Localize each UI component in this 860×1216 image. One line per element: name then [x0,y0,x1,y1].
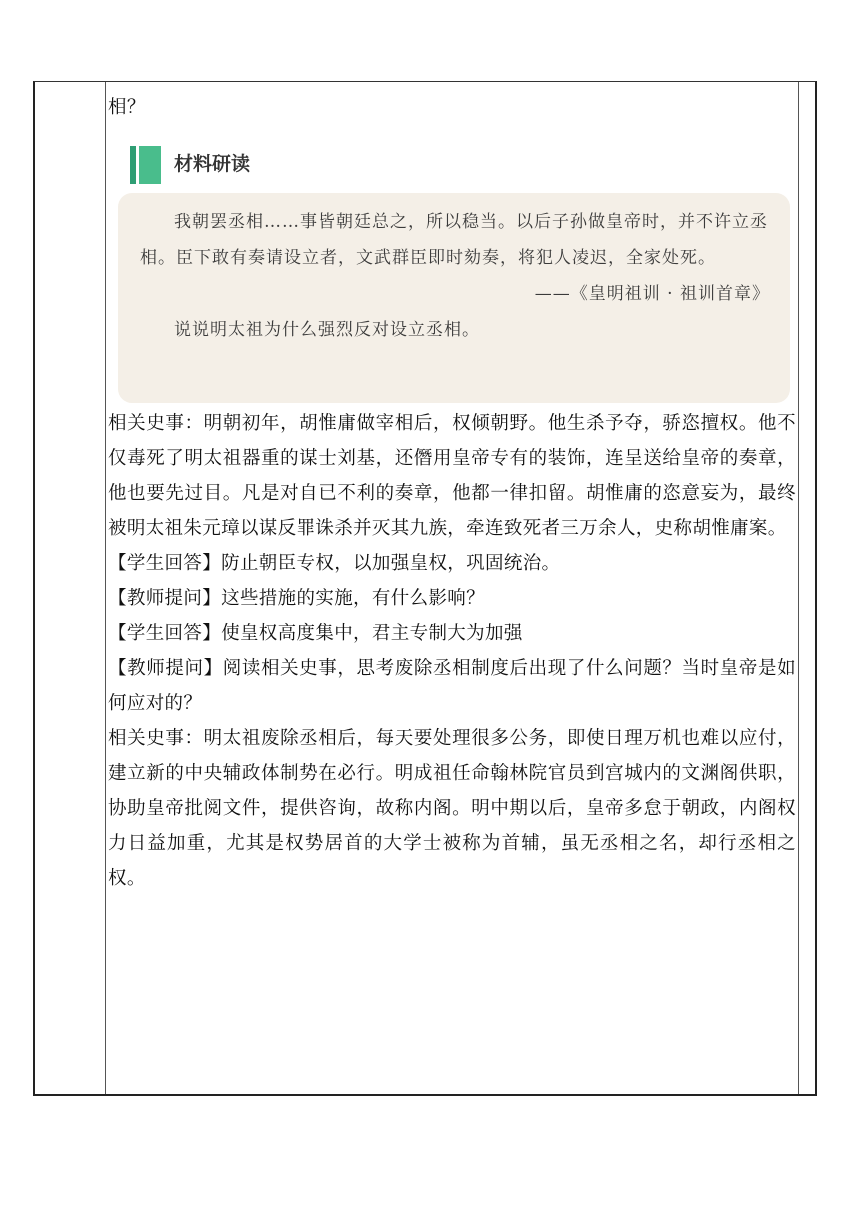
material-quote: 我朝罢丞相……事皆朝廷总之，所以稳当。以后子孙做皇帝时，并不许立丞相。臣下敢有奏请设立者，文武群臣即时劾奏，将犯人凌迟，全家处死。 [140,212,768,268]
material-marker-light [139,146,161,184]
material-source: ——《皇明祖训 · 祖训首章》 [534,284,770,304]
paragraph-student-answer-1: 【学生回答】防止朝臣专权，以加强皇权，巩固统治。 [108,553,561,574]
material-title: 材料研读 [174,153,251,175]
paragraph-historical-context-2: 相关史事：明太祖废除丞相后，每天要处理很多公务，即使日理万机也难以应付，建立新的中央辅政体制势在必行。明成祖任命翰林院官员到宫城内的文渊阁供职，协助皇帝批阅文件，提供咨询，故称内阁。明中期以后，皇帝多怠于朝政，内阁权力日益加重，尤其是权势居首的大学士被称为首辅，虽无丞相之名，却行丞相之权。 [108,728,796,889]
intro-tail-text: 相？ [108,97,146,118]
content-cell [108,90,796,896]
material-box [118,193,790,403]
left-column-divider [105,82,106,1094]
paragraph-teacher-question-2: 【教师提问】阅读相关史事，思考废除丞相制度后出现了什么问题？当时皇帝是如何应对的？ [108,658,796,714]
lesson-table [33,81,817,1096]
material-marker-dark [130,146,136,184]
material-reading-figure [108,127,796,404]
material-question: 说说明太祖为什么强烈反对设立丞相。 [174,320,480,340]
right-column-divider [798,82,799,1094]
paragraph-student-answer-2: 【学生回答】使皇权高度集中，君主专制大为加强 [108,623,523,644]
paragraph-teacher-question-1: 【教师提问】这些措施的实施，有什么影响？ [108,588,486,609]
paragraph-historical-context-1: 相关史事：明朝初年，胡惟庸做宰相后，权倾朝野。他生杀予夺，骄恣擅权。他不仅毒死了明太祖器重的谋士刘基，还僭用皇帝专有的装饰，连呈送给皇帝的奏章，他也要先过目。凡是对自已不利的奏章，他都一律扣留。胡惟庸的恣意妄为，最终被明太祖朱元璋以谋反罪诛杀并灭其九族，牵连致死者三万余人，史称胡惟庸案。 [108,413,796,539]
